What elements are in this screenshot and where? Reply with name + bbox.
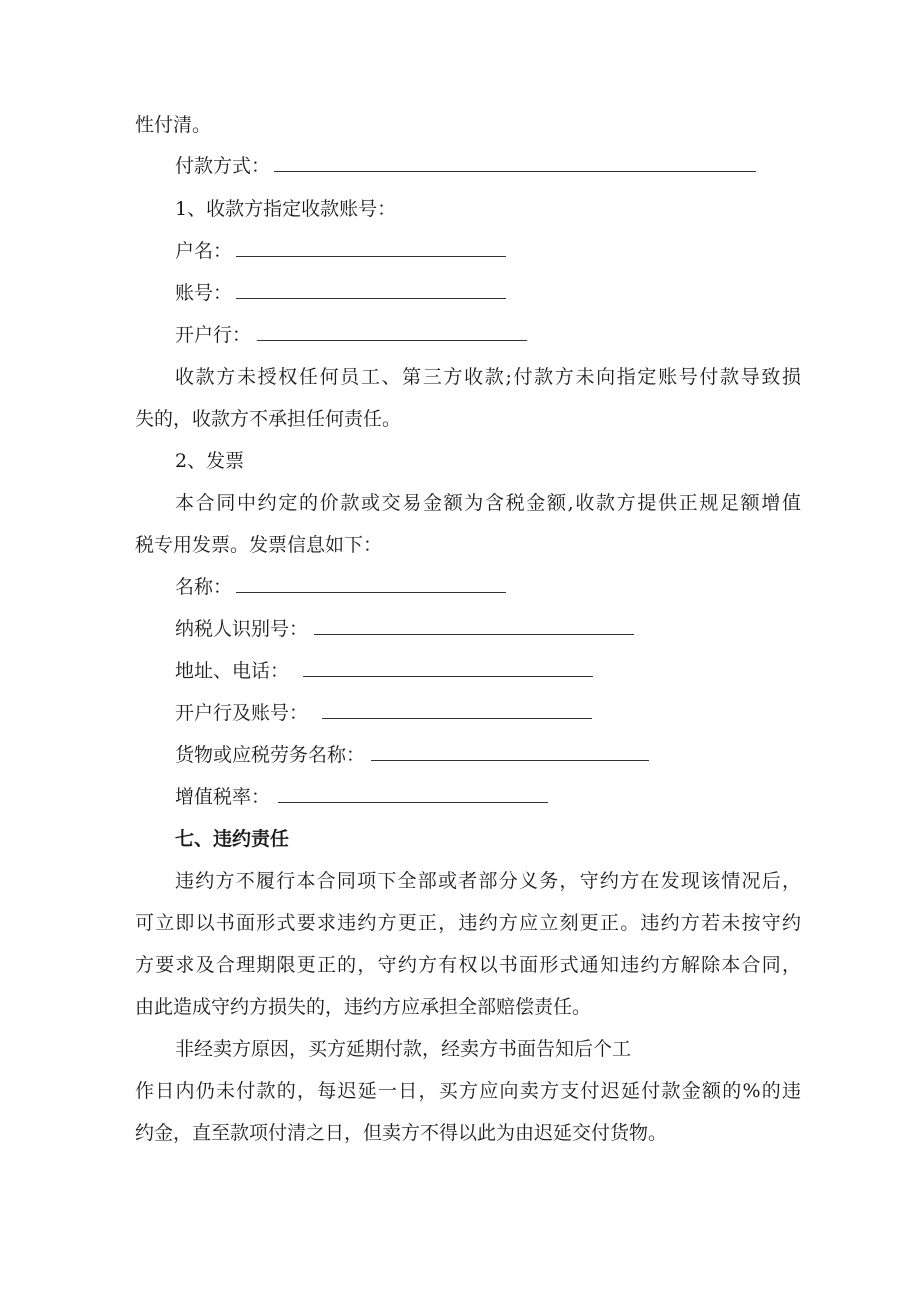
paragraph-line: 可立即以书面形式要求违约方更正，违约方应立刻更正。违约方若未按守约	[135, 912, 801, 934]
field-label: 付款方式：	[175, 155, 271, 177]
account-bank-row	[175, 322, 527, 348]
invoice-bank-row	[175, 700, 592, 726]
paragraph-line: 作日内仍未付款的，每迟延一日，买方应向卖方支付迟延付款金额的%的违	[135, 1080, 801, 1102]
paragraph-line: 本合同中约定的价款或交易金额为含税金额,收款方提供正规足额增值	[175, 492, 801, 514]
field-label: 开户行：	[175, 324, 252, 346]
payment-method-row	[175, 153, 756, 179]
invoice-address-blank	[303, 658, 593, 677]
paragraph-line: 收款方未授权任何员工、第三方收款;付款方未向指定账号付款导致损	[175, 366, 801, 388]
field-label: 户名：	[175, 240, 233, 262]
field-label: 开户行及账号：	[175, 702, 309, 724]
paragraph-line: 失的，收款方不承担任何责任。	[135, 408, 402, 430]
payment-method-blank	[274, 153, 756, 172]
invoice-bank-blank	[322, 700, 592, 719]
field-label: 地址、电话：	[175, 660, 290, 682]
invoice-name-row	[175, 574, 506, 600]
field-label: 货物或应税劳务名称：	[175, 744, 366, 766]
section-subheading: 1、收款方指定收款账号：	[175, 198, 397, 220]
invoice-goods-blank	[371, 742, 649, 761]
account-number-blank	[236, 280, 506, 299]
invoice-name-blank	[236, 574, 506, 593]
paragraph-line: 性付清。	[135, 114, 212, 136]
field-label: 纳税人识别号：	[175, 618, 309, 640]
account-number-row	[175, 280, 506, 306]
invoice-taxid-blank	[314, 616, 634, 635]
field-label: 增值税率：	[175, 786, 271, 808]
account-name-row	[175, 238, 506, 264]
invoice-address-row	[175, 658, 593, 684]
paragraph-line: 违约方不履行本合同项下全部或者部分义务，守约方在发现该情况后，	[175, 870, 801, 892]
section-subheading: 2、发票	[175, 450, 245, 472]
field-label: 名称：	[175, 576, 233, 598]
paragraph-line: 约金，直至款项付清之日，但卖方不得以此为由迟延交付货物。	[135, 1122, 668, 1144]
field-label: 账号：	[175, 282, 233, 304]
invoice-taxid-row	[175, 616, 634, 642]
account-name-blank	[236, 238, 506, 257]
section-title: 七、违约责任	[175, 828, 290, 850]
paragraph-line: 非经卖方原因，买方延期付款，经卖方书面告知后个工	[175, 1038, 632, 1060]
paragraph-line: 由此造成守约方损失的，违约方应承担全部赔偿责任。	[135, 996, 592, 1018]
paragraph-line: 方要求及合理期限更正的，守约方有权以书面形式通知违约方解除本合同，	[135, 954, 801, 976]
invoice-rate-row	[175, 784, 548, 810]
paragraph-line: 税专用发票。发票信息如下：	[135, 534, 383, 556]
account-bank-blank	[257, 322, 527, 341]
invoice-goods-row	[175, 742, 649, 768]
invoice-rate-blank	[278, 784, 548, 803]
